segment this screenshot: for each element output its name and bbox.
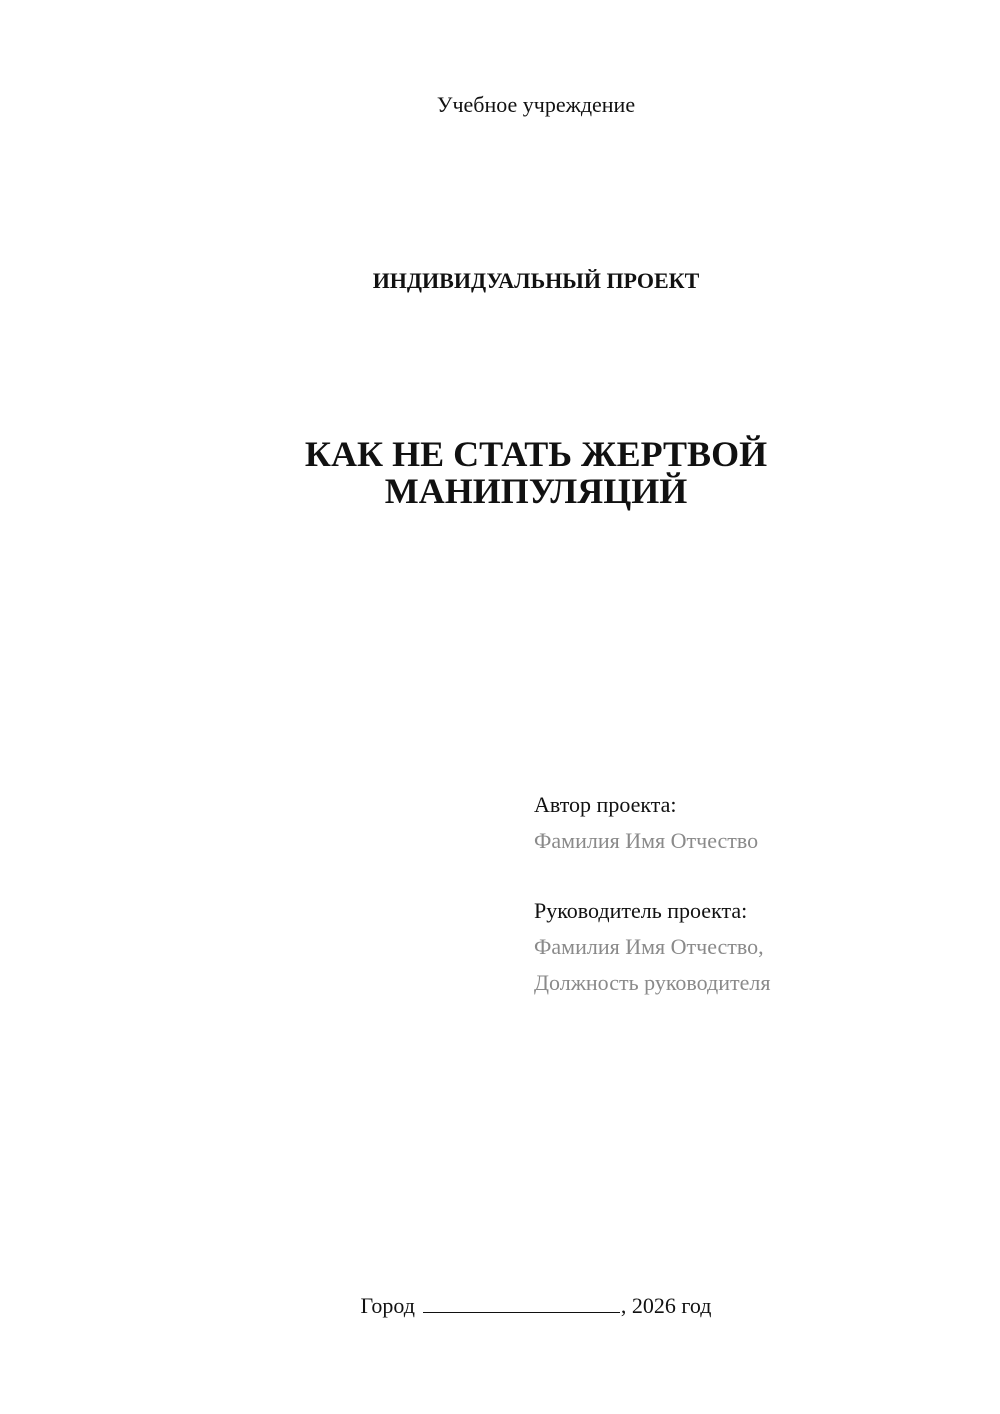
city-label: Город: [360, 1293, 415, 1318]
supervisor-name: Фамилия Имя Отчество,: [534, 934, 764, 959]
project-type-heading: ИНДИВИДУАЛЬНЫЙ ПРОЕКТ: [372, 268, 700, 293]
city-blank-line: [423, 1290, 620, 1313]
city-year-line: [0, 1290, 1000, 1321]
author-label: Автор проекта:: [534, 792, 677, 817]
supervisor-label: Руководитель проекта:: [534, 898, 748, 923]
credits-spacer: [534, 859, 954, 893]
institution-name: Учебное учреждение: [436, 92, 636, 117]
project-title-line-2: МАНИПУЛЯЦИЙ: [384, 471, 688, 511]
project-title-line-1: КАК НЕ СТАТЬ ЖЕРТВОЙ: [304, 434, 768, 474]
project-title: [0, 436, 1000, 510]
year-text: , 2026 год: [620, 1293, 712, 1318]
supervisor-position: Должность руководителя: [534, 970, 771, 995]
project-credits: [534, 787, 954, 1001]
author-name: Фамилия Имя Отчество: [534, 828, 759, 853]
